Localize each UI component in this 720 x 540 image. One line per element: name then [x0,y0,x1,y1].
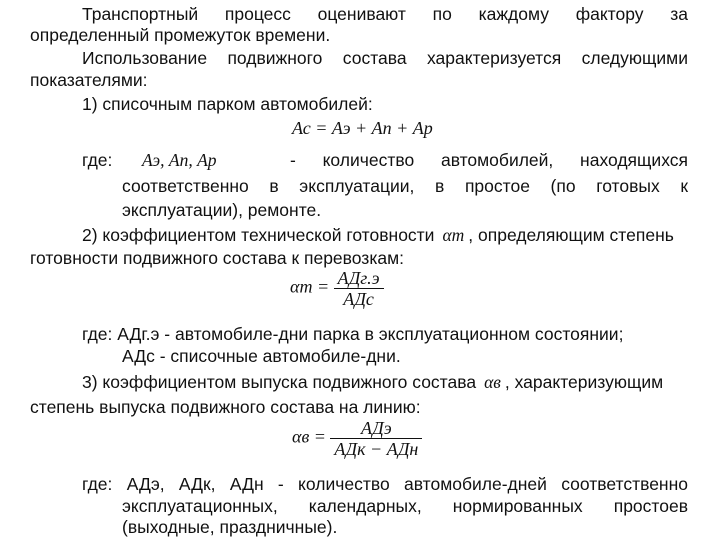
item2-formula-lhs: αт = [290,276,330,297]
item3-line-2: степень выпуска подвижного состава на линию: [30,397,421,417]
item3-fraction-numerator: АДэ [330,418,422,439]
item1-where-line-2: соответственно в эксплуатации, в простое (по готовых к [122,176,688,196]
item3-symbol: αв [484,372,501,392]
item2-line-2: готовности подвижного состава к перевозкам: [30,248,404,268]
item2-text-after: , определяющим степень [468,225,674,245]
item1-where-line-1: - количество автомобилей, находящихся [290,150,688,170]
item1-heading: 1) списочным парком автомобилей: [82,94,373,114]
item3-fraction [330,418,422,459]
item3-formula-lhs: αв = [292,426,326,447]
item1-formula: Ас = Аэ + Ап + Ар [292,118,433,138]
item2-fraction [334,268,384,309]
intro-line-1: Транспортный процесс оценивают по каждому фактору за [82,4,688,24]
item1-where-symbols: Аэ, Ап, Ар [142,150,217,170]
item2-symbol: αт [442,225,465,245]
item2-fraction-denominator: АДс [343,289,374,309]
item1-where-prefix: где: [82,150,113,170]
item3-text-before: 3) коэффициентом выпуска подвижного состава [82,372,477,392]
item3-formula [292,418,422,459]
item3-fraction-denominator: АДк − АДн [334,439,419,459]
item3-text-after: , характеризующим [504,372,664,392]
item2-text-before: 2) коэффициентом технической готовности [82,225,435,245]
item3-line-1 [82,371,688,393]
item2-where-line-1: где: АДг.э - автомобиле-дни парка в эксплуатационном состоянии; [82,324,624,344]
item2-formula [290,268,384,309]
item3-where-line-3: (выходные, праздничные). [122,517,338,537]
item1-where-line-3: эксплуатации), ремонте. [122,200,322,220]
item2-where-line-2: АДс - списочные автомобиле-дни. [122,346,401,366]
item2-fraction-numerator: АДг.э [334,268,384,289]
usage-line-2: показателями: [30,70,148,90]
item3-where-line-2: эксплуатационных, календарных, нормированных простоев [122,496,688,516]
intro-line-2: определенный промежуток времени. [30,25,331,45]
usage-line-1: Использование подвижного состава характеризуется следующими [82,48,688,68]
item3-where-line-1: где: АДэ, АДк, АДн - количество автомобиле-дней соответственно [82,474,688,494]
item2-line-1 [82,224,688,246]
